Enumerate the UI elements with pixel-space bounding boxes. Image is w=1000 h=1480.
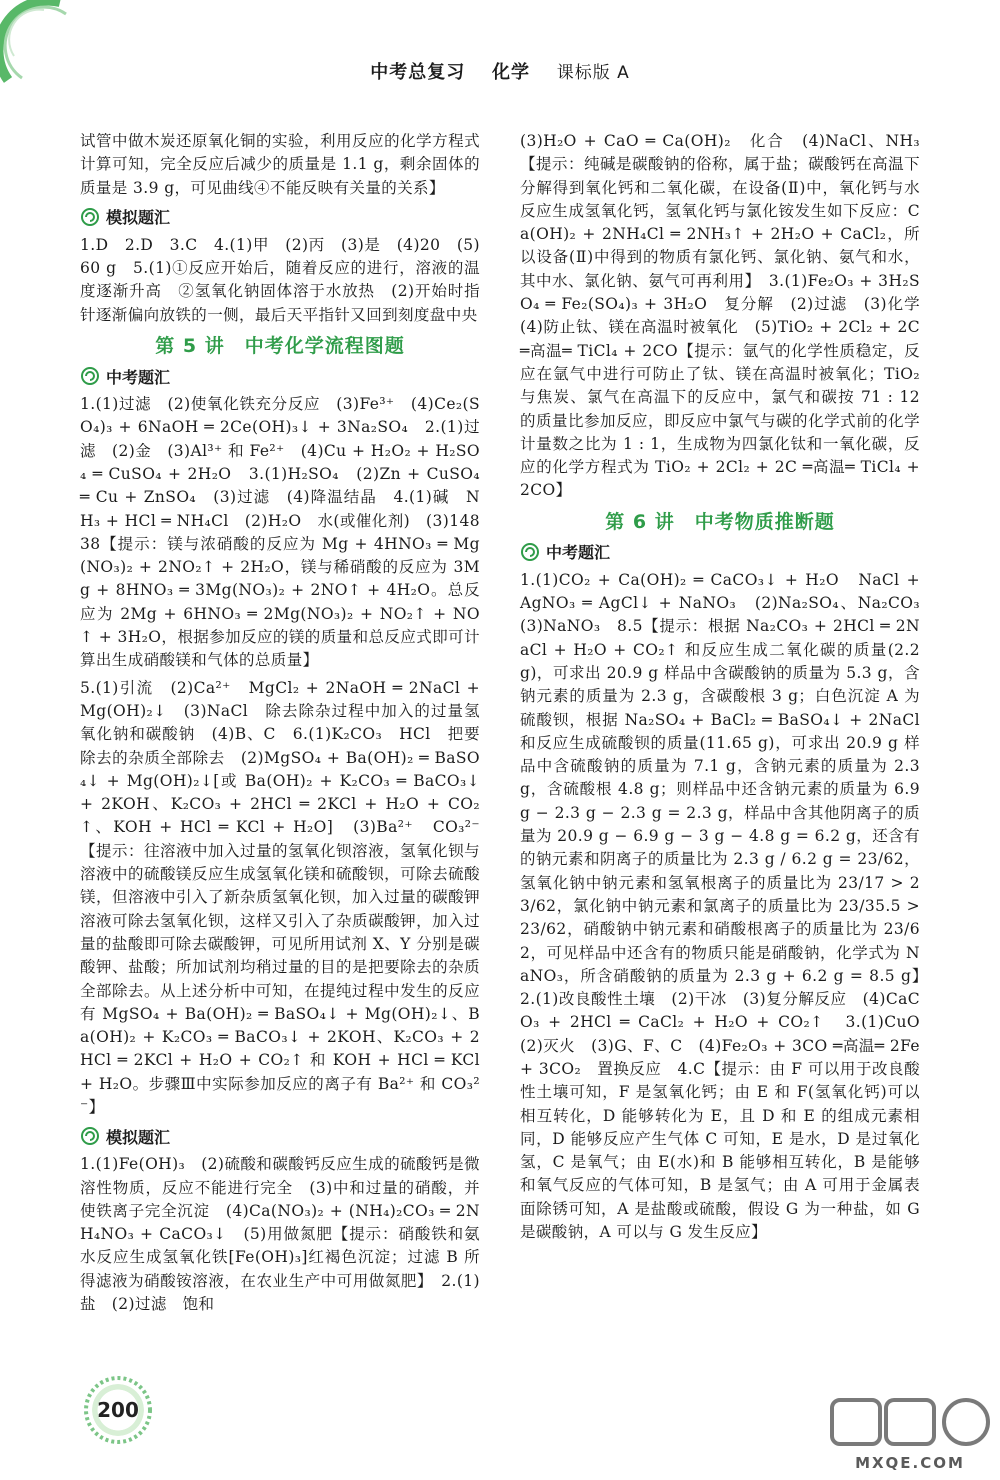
section-heading [80, 204, 480, 230]
section-heading-label: 中考题汇 [546, 543, 611, 563]
left-column [80, 130, 496, 1320]
page-number: 200 [92, 1384, 144, 1436]
book-title: 中考总复习 [370, 62, 466, 83]
section-heading [80, 363, 480, 389]
page-header [0, 58, 1000, 82]
right-column [520, 130, 936, 1248]
watermark-logo [826, 1394, 994, 1474]
watermark-stamp-icon [826, 1394, 994, 1454]
section-heading-label: 中考题汇 [106, 367, 171, 387]
answer-paragraph: 1.(1)过滤 (2)使氧化铁充分反应 (3)Fe³⁺ (4)Ce₂(SO₄)₃ + 6NaOH ═ 2Ce(OH)₃↓ + 3Na₂SO₄ 2.(1)过滤 (2)金 (3)Al³⁺ 和 Fe²⁺ (4)Cu + H₂O₂ + H₂SO₄ ═ CuSO₄ + 2H₂O 3.(1)H₂SO₄ (2)Zn + CuSO₄ ═ Cu + ZnSO₄ (3)过滤 (4)降温结晶 4.(1)碱 NH₃ + HCl ═ NH₄Cl (2)H₂O 水(或催化剂) (3)148 38【提示：镁与浓硝酸的反应为 Mg + 4HNO₃ ═ Mg(NO₃)₂ + 2NO₂↑ + 2H₂O，镁与稀硝酸的反应为 3Mg + 8HNO₃ ═ 3Mg(NO₃)₂ + 2NO↑ + 4H₂O。总反应为 2Mg + 6HNO₃ ═ 2Mg(NO₃)₂ + NO₂↑ + NO↑ + 3H₂O，根据参加反应的镁的质量和总反应式即可计算出生成硝酸镁和气体的总质量】 [80, 395, 496, 670]
answer-paragraph: (3)H₂O + CaO ═ Ca(OH)₂ 化合 (4)NaCl、NH₃【提示：纯碱是碳酸钠的俗称，属于盐；碳酸钙在高温下分解得到氧化钙和二氧化碳，在设备(Ⅱ)中，氧化钙与水反应生成氢氧化钙，氢氧化钙与氯化铵发生如下反应：Ca(OH)₂ + 2NH₄Cl ═ 2NH₃↑ + 2H₂O + CaCl₂，所以设备(Ⅱ)中得到的物质有氯化钙、氯化钠、氨气和水，其中水、氯化钠、氨气可再利用】 3.(1)Fe₂O₃ + 3H₂SO₄ ═ Fe₂(SO₄)₃ + 3H₂O 复分解 (2)过滤 (3)化学 (4)防止钛、镁在高温时被氧化 (5)TiO₂ + 2Cl₂ + 2C ═高温═ TiCl₄ + 2CO【提示：氩气的化学性质稳定，反应在氩气中进行可防止了钛、镁在高温时被氧化；TiO₂ 与焦炭、氯气在高温下的反应中，氯气和碳按 71 : 12 的质量比参加反应，即反应中氯气与碳的化学式前的化学计量数之比为 1 : 1，生成物为四氯化钛和一氧化碳，反应的化学方程式为 TiO₂ + 2Cl₂ + 2C ═高温═ TiCl₄ + 2CO】 [520, 132, 936, 500]
answer-paragraph: 试管中做木炭还原氧化铜的实验，利用反应的化学方程式计算可知，完全反应后减少的质量是 1.1 g，剩余固体的质量是 3.9 g，可见曲线④不能反映有关量的关系】 [80, 132, 480, 197]
lecture-title: 第 6 讲 中考物质推断题 [605, 510, 835, 533]
section-swirl-icon [520, 542, 540, 562]
watermark-text: MXQE.COM [855, 1454, 965, 1472]
section-swirl-icon [80, 366, 100, 386]
section-heading-label: 模拟题汇 [106, 208, 171, 228]
answer-paragraph: 1.(1)CO₂ + Ca(OH)₂ ═ CaCO₃↓ + H₂O NaCl + AgNO₃ ═ AgCl↓ + NaNO₃ (2)Na₂SO₄、Na₂CO₃ (3)NaNO₃ 8.5【提示：根据 Na₂CO₃ + 2HCl ═ 2NaCl + H₂O + CO₂↑ 和反应生成二氧化碳的质量(2.2 g)，可求出 20.9 g 样品中含碳酸钠的质量为 5.3 g，含钠元素的质量为 2.3 g，含碳酸根 3 g；白色沉淀 A 为硫酸钡，根据 Na₂SO₄ + BaCl₂ ═ BaSO₄↓ + 2NaCl 和反应生成硫酸钡的质量(11.65 g)，可求出 20.9 g 样品中含硫酸钠的质量为 7.1 g，含钠元素的质量为 2.3 g，含硫酸根 4.8 g；则样品中还含钠元素的质量为 6.9 g − 2.3 g − 2.3 g = 2.3 g，样品中含其他阴离子的质量为 20.9 g − 6.9 g − 3 g − 4.8 g = 6.2 g，还含有的钠元素和阴离子的质量比为 2.3 g / 6.2 g = 23/62，氢氧化钠中钠元素和氢氧根离子的质量比为 23/17 > 23/62，氯化钠中钠元素和氯离子的质量比为 23/35.5 > 23/62，硝酸钠中钠元素和硝酸根离子的质量比为 23/62，可见样品中还含有的物质只能是硝酸钠，化学式为 NaNO₃，所含硝酸钠的质量为 2.3 g + 6.2 g = 8.5 g】 2.(1)改良酸性土壤 (2)干冰 (3)复分解反应 (4)CaCO₃ + 2HCl ═ CaCl₂ + H₂O + CO₂↑ 3.(1)CuO (2)灭火 (3)G、F、C (4)Fe₂O₃ + 3CO ═高温═ 2Fe + 3CO₂ 置换反应 4.C【提示：由 F 可以用于改良酸性土壤可知，F 是氢氧化钙；由 E 和 F(氢氧化钙)可以相互转化，D 能够转化为 E，且 D 和 E 的组成元素相同，D 能够反应产生气体 C 可知，E 是水，D 是过氧化氢，C 是氧气；由 E(水)和 B 能够相互转化，B 是能够和氧气反应的气体可知，B 是氢气；由 A 可用于金属表面除锈可知，A 是盐酸或硫酸，假设 G 为一种盐，如 G 是碳酸钠，A 可以与 G 发生反应】 [520, 570, 936, 1242]
answer-paragraph: 5.(1)引流 (2)Ca²⁺ MgCl₂ + 2NaOH ═ 2NaCl + Mg(OH)₂↓ (3)NaCl 除去除杂过程中加入的过量氢氧化钠和碳酸钠 (4)B、C 6.(1)K₂CO₃ HCl 把要除去的杂质全部除去 (2)MgSO₄ + Ba(OH)₂ ═ BaSO₄↓ + Mg(OH)₂↓[或 Ba(OH)₂ + K₂CO₃ ═ BaCO₃↓ + 2KOH、K₂CO₃ + 2HCl ═ 2KCl + H₂O + CO₂↑、KOH + HCl ═ KCl + H₂O] (3)Ba²⁺ CO₃²⁻【提示：往溶液中加入过量的氢氧化钡溶液，氢氧化钡与溶液中的硫酸镁反应生成氢氧化镁和硫酸钡，可除去硫酸镁，但溶液中引入了新杂质氢氧化钡，加入过量的碳酸钾溶液可除去氢氧化钡，这样又引入了杂质碳酸钾，加入过量的盐酸即可除去碳酸钾，可见所用试剂 X、Y 分别是碳酸钾、盐酸；所加试剂均稍过量的目的是把要除去的杂质全部除去。从上述分析中可知，在提纯过程中发生的反应有 MgSO₄ + Ba(OH)₂ ═ BaSO₄↓ + Mg(OH)₂↓、Ba(OH)₂ + K₂CO₃ ═ BaCO₃↓ + 2KOH、K₂CO₃ + 2HCl ═ 2KCl + H₂O + CO₂↑ 和 KOH + HCl ═ KCl + H₂O。步骤Ⅲ中实际参加反应的离子有 Ba²⁺ 和 CO₃²⁻】 [80, 678, 480, 1116]
lecture-title: 第 5 讲 中考化学流程图题 [155, 335, 405, 358]
section-heading [80, 1123, 480, 1149]
section-swirl-icon [80, 1126, 100, 1146]
subject-title: 化学 [491, 62, 530, 83]
section-heading-label: 模拟题汇 [106, 1127, 171, 1147]
answer-paragraph: 1.D 2.D 3.C 4.(1)甲 (2)丙 (3)是 (4)20 (5)60 g 5.(1)①反应开始后，随着反应的进行，溶液的温度逐渐升高 ②氢氧化钠固体溶于水放热 (2)开始时指针逐渐偏向放铁的一侧，最后天平指针又回到刻度盘中央 [80, 235, 480, 324]
edition-label: 课标版 A [556, 63, 630, 83]
section-heading [520, 539, 920, 565]
answer-paragraph: 1.(1)Fe(OH)₃ (2)硫酸和碳酸钙反应生成的硫酸钙是微溶性物质，反应不能进行完全 (3)中和过量的硝酸，并使铁离子完全沉淀 (4)Ca(NO₃)₂ + (NH₄)₂CO₃ ═ 2NH₄NO₃ + CaCO₃↓ (5)用做氮肥【提示：硝酸铁和氨水反应生成氢氧化铁[Fe(OH)₃]红褐色沉淀；过滤 B 所得滤液为硝酸铵溶液，在农业生产中可用做氮肥】 2.(1)盐 (2)过滤 饱和 [80, 1155, 480, 1314]
section-swirl-icon [80, 207, 100, 227]
